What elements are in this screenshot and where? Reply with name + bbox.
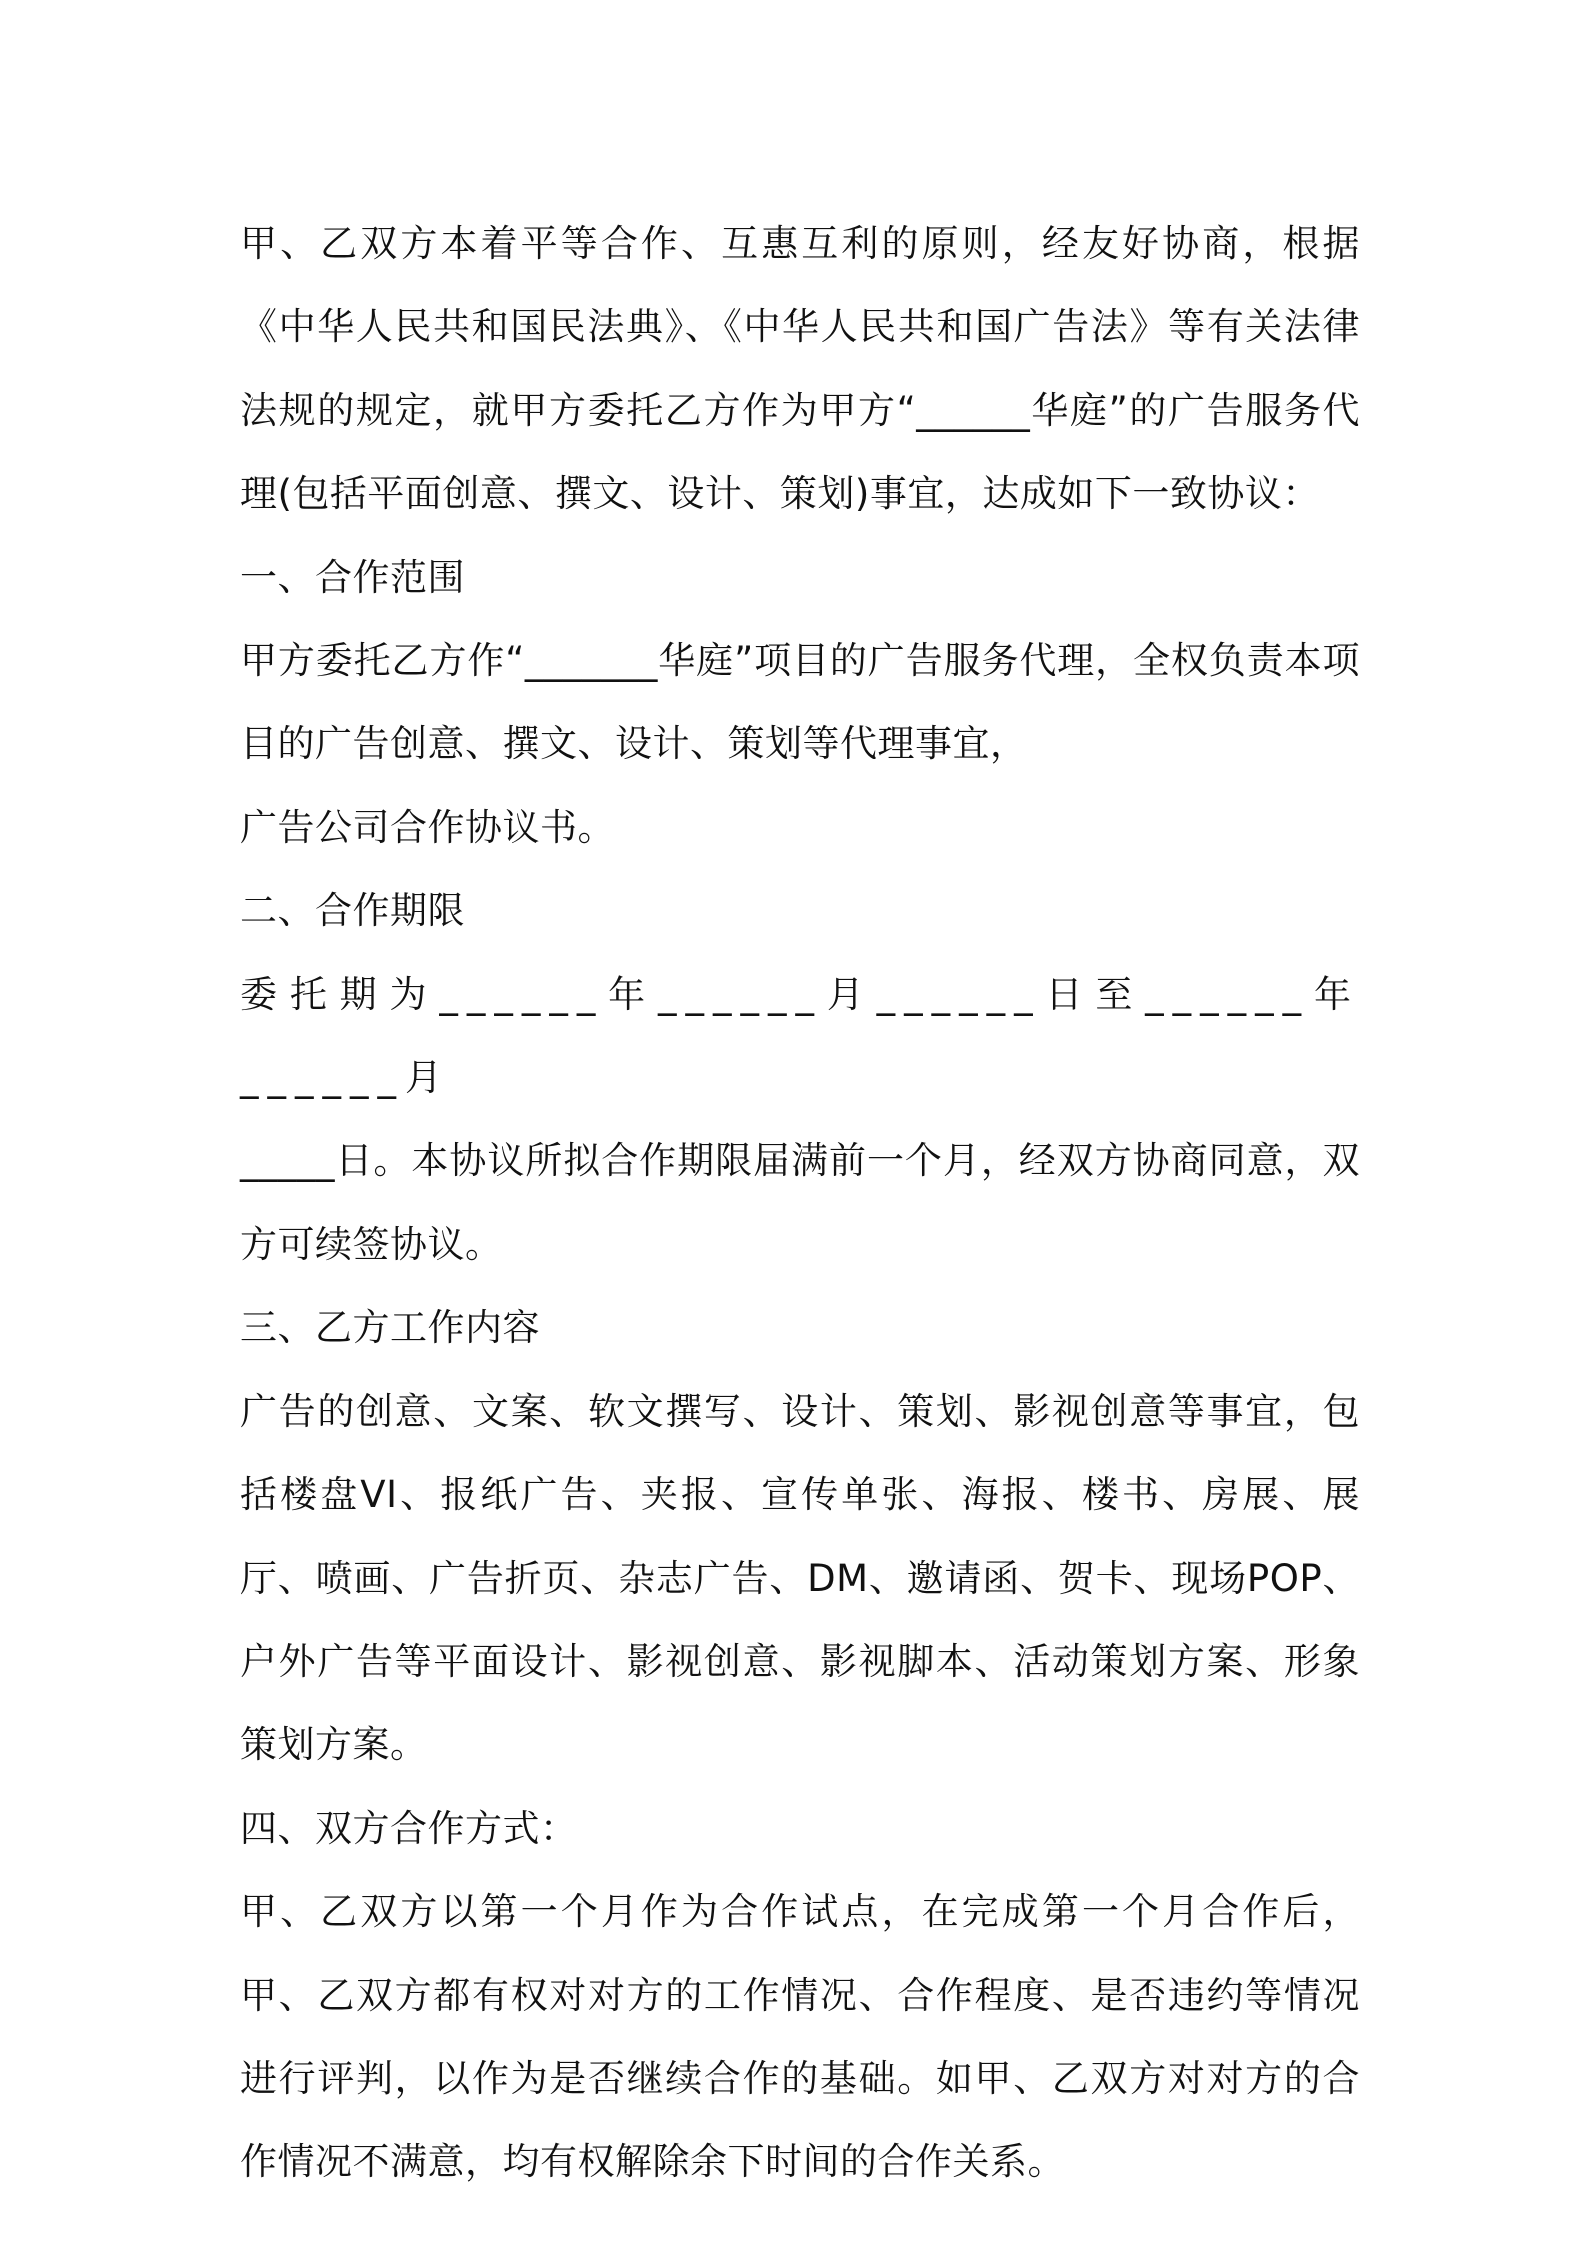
term-paragraph: _____日。本协议所拟合作期限届满前一个月，经双方协商同意，双方可续签协议。	[240, 1139, 1360, 1266]
section-heading-term: 二、合作期限	[240, 889, 465, 933]
section-heading-cooperation: 四、双方合作方式：	[240, 1806, 578, 1850]
document-body	[240, 202, 1360, 2204]
work-paragraph: 广告的创意、文案、软文撰写、设计、策划、影视创意等事宜，包括楼盘VI、报纸广告、夹报、宣传单张、海报、楼书、房展、展厅、喷画、广告折页、杂志广告、DM、邀请函、贺卡、现场POP、户外广告等平面设计、影视创意、影视脚本、活动策划方案、形象策划方案。	[240, 1389, 1360, 1767]
scope-paragraph: 甲方委托乙方作“_______华庭”项目的广告服务代理，全权负责本项目的广告创意、撰文、设计、策划等代理事宜，	[240, 639, 1360, 766]
term-dates-line: 委托期为______年______月______日至______年______月	[240, 972, 1360, 1100]
agreement-title-line: 广告公司合作协议书。	[240, 805, 615, 849]
cooperation-paragraph: 甲、乙双方以第一个月作为合作试点，在完成第一个月合作后，甲、乙双方都有权对对方的工作情况、合作程度、是否违约等情况进行评判，以作为是否继续合作的基础。如甲、乙双方对对方的合作情况不满意，均有权解除余下时间的合作关系。	[240, 1890, 1360, 2184]
intro-paragraph: 甲、乙双方本着平等合作、互惠互利的原则，经友好协商，根据《中华人民共和国民法典》、《中华人民共和国广告法》等有关法律法规的规定，就甲方委托乙方作为甲方“______华庭”的广告服务代理(包括平面创意、撰文、设计、策划)事宜，达成如下一致协议：	[240, 222, 1360, 516]
section-heading-work: 三、乙方工作内容	[240, 1306, 540, 1350]
section-heading-scope: 一、合作范围	[240, 555, 465, 599]
